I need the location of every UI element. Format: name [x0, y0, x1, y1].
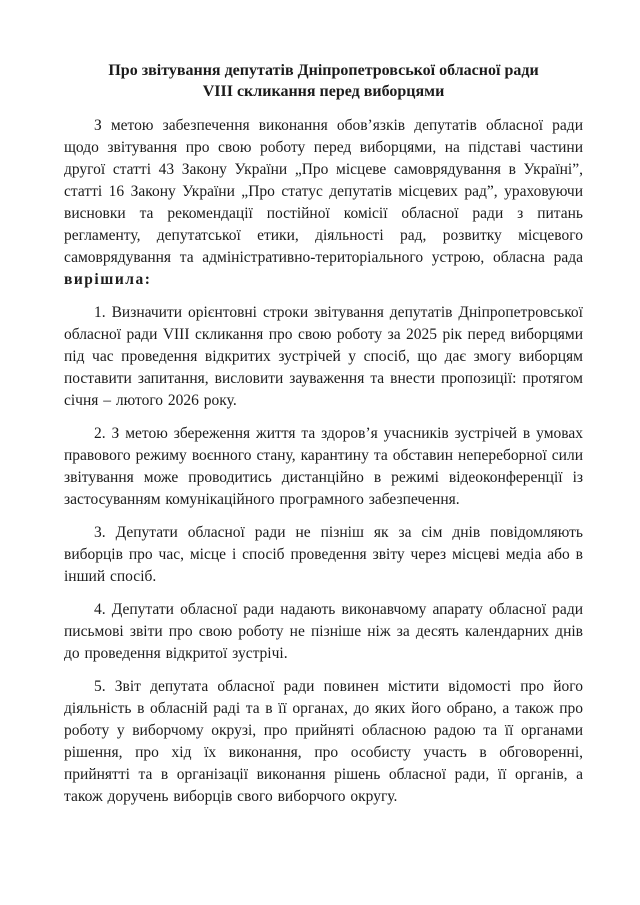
- paragraph-2: 2. З метою збереження життя та здоров’я учасників зустрічей в умовах правового режиму воєнного стану, карантину та обставин непереборної сили звітування може проводитись дистанційно в режимі відеоконференції із застосуванням комунікаційного програмного забезпечення.: [64, 425, 583, 508]
- intro-paragraph: [64, 115, 583, 291]
- title-line-2: VIII скликання перед виборцями: [202, 83, 445, 100]
- title-line-1: Про звітування депутатів Дніпропетровської обласної ради: [108, 62, 539, 79]
- paragraph-4: 4. Депутати обласної ради надають виконавчому апарату обласної ради письмові звіти про свою роботу не пізніше ніж за десять календарних днів до проведення відкритої зустрічі.: [64, 601, 583, 662]
- paragraph-3: 3. Депутати обласної ради не пізніш як за сім днів повідомляють виборців про час, місце і спосіб проведення звіту через місцеві медіа або в інший спосіб.: [64, 524, 583, 585]
- resolution-word: вирішила:: [64, 271, 152, 288]
- paragraph-1: 1. Визначити орієнтовні строки звітування депутатів Дніпропетровської обласної ради VIII скликання про свою роботу за 2025 рік перед виборцями під час проведення відкритих зустрічей у спосіб, що дає змогу виборцям поставити запитання, висловити зауваження та внести пропозиції: протягом січня – лютого 2026 року.: [64, 304, 583, 409]
- paragraph-5: 5. Звіт депутата обласної ради повинен містити відомості про його діяльність в обласній раді та в її органах, до яких його обрано, а також про роботу у виборчому окрузі, про прийняті обласною радою та її органами рішення, про хід їх виконання, про особисту участь в обговоренні, прийнятті та в організації виконання рішень обласної ради, її органів, а також доручень виборців свого виборчого округу.: [64, 678, 583, 805]
- intro-text: З метою забезпечення виконання обов’язків депутатів обласної ради щодо звітування про свою роботу перед виборцями, на підставі частини другої статті 43 Закону України „Про місцеве самоврядування в Україні”, статті 16 Закону України „Про статус депутатів місцевих рад”, ураховуючи висновки та рекомендації постійної комісії обласної ради з питань регламенту, депутатської етики, діяльності рад, розвитку місцевого самоврядування та адміністративно-територіального устрою, обласна рада: [64, 117, 583, 266]
- document-title: [64, 60, 583, 102]
